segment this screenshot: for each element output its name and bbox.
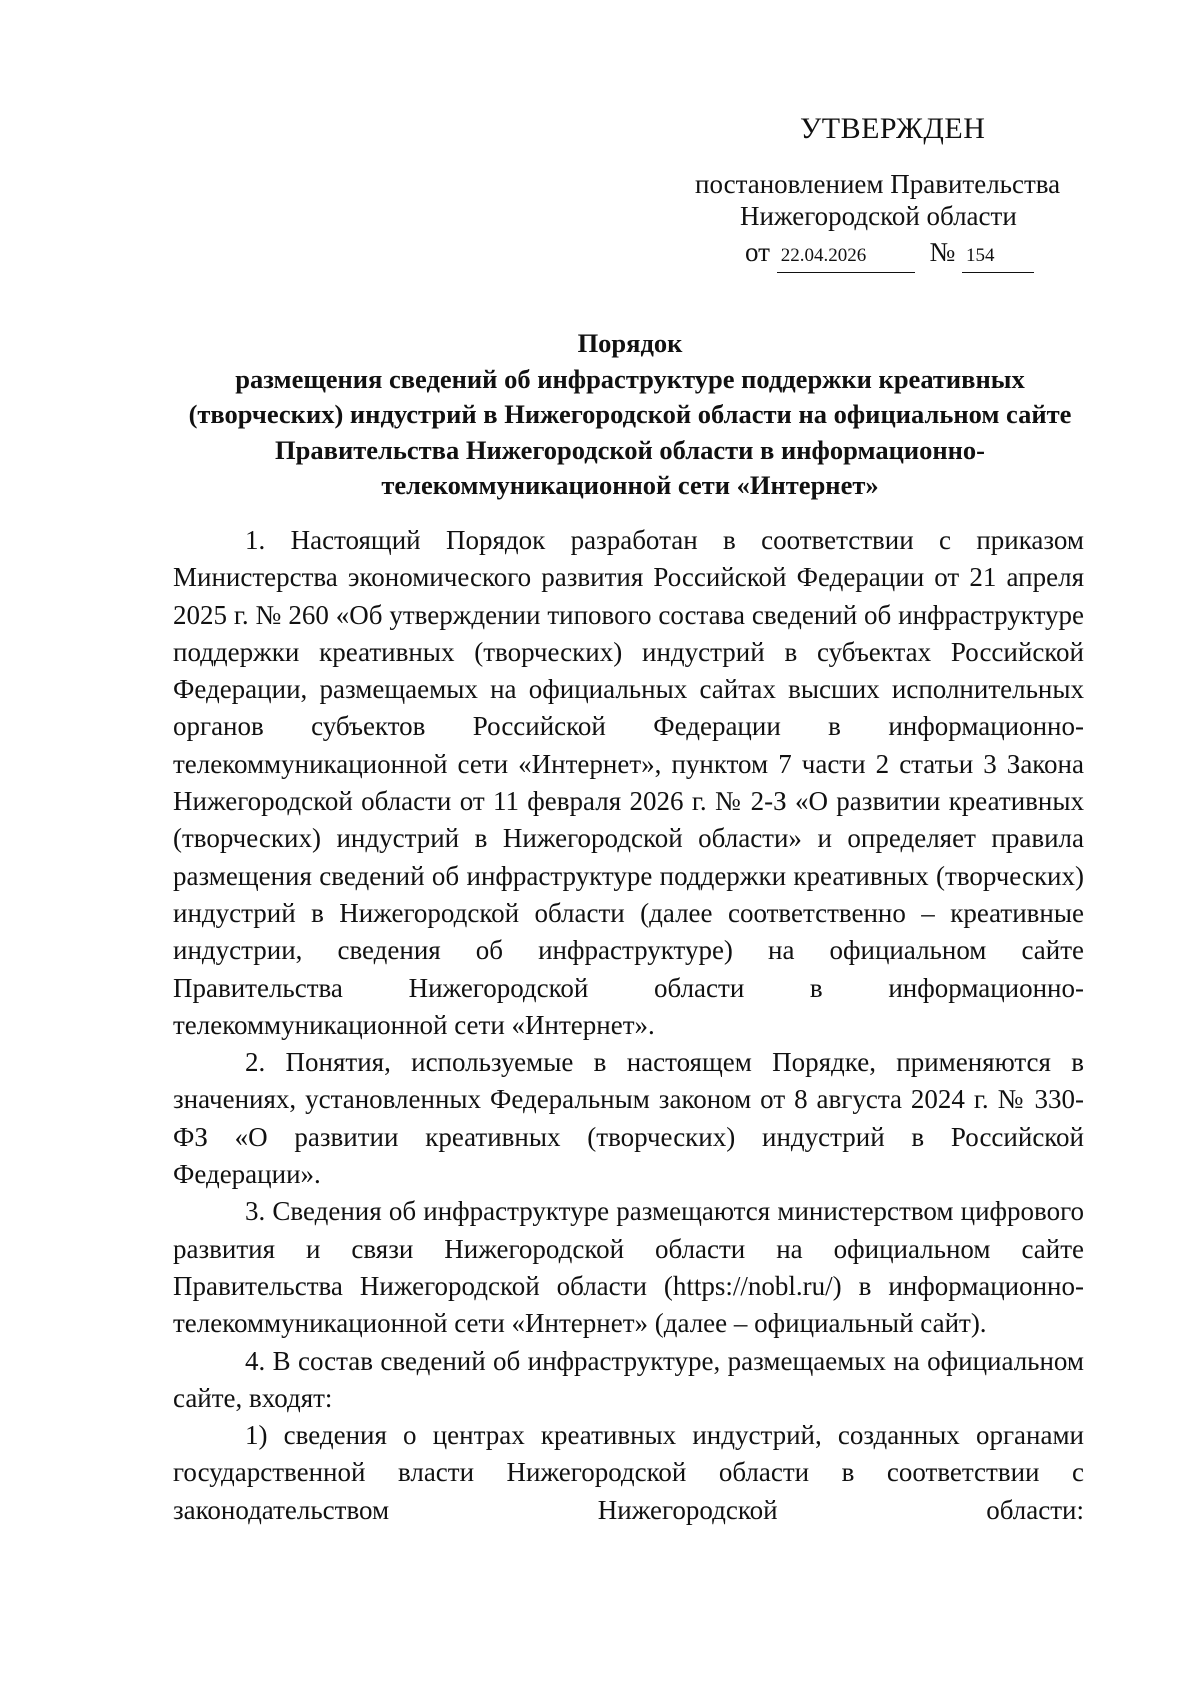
approval-line-region: Нижегородской области: [740, 201, 1017, 231]
approval-date-field: 22.04.2026: [777, 240, 915, 273]
document-body: [173, 522, 1084, 1529]
date-prefix: от: [745, 237, 770, 267]
approval-number-field: 154: [962, 240, 1034, 273]
paragraph-5: 1) сведения о центрах креативных индустрий, созданных органами государственной власти Нижегородской области в соответствии с законодательством Нижегородской области:: [173, 1420, 1084, 1525]
document-title: [170, 326, 1090, 504]
paragraph-2: 2. Понятия, используемые в настоящем Порядке, применяются в значениях, установленных Федеральным законом от 8 августа 2024 г. № 330-ФЗ «О развитии креативных (творческих) индустрий в Российской Федерации».: [173, 1047, 1084, 1190]
approval-line-resolution: постановлением Правительства: [695, 169, 1061, 199]
title-heading: Порядок: [577, 328, 683, 358]
number-prefix: №: [929, 237, 956, 267]
paragraph-1: 1. Настоящий Порядок разработан в соответствии с приказом Министерства экономического развития Российской Федерации от 21 апреля 2025 г. № 260 «Об утверждении типового состава сведений об инфраструктуре поддержки креативных (творческих) индустрий в субъектах Российской Федерации, размещаемых на официальных сайтах высших исполнительных органов субъектов Российской Федерации в информационно-телекоммуникационной сети «Интернет», пунктом 7 части 2 статьи 3 Закона Нижегородской области от 11 февраля 2026 г. № 2-З «О развитии креативных (творческих) индустрий в Нижегородской области» и определяет правила размещения сведений об инфраструктуре поддержки креативных (творческих) индустрий в Нижегородской области (далее соответственно – креативные индустрии, сведения об инфраструктуре) на официальном сайте Правительства Нижегородской области в информационно-телекоммуникационной сети «Интернет».: [173, 525, 1084, 1040]
approval-heading: УТВЕРЖДЕН: [800, 112, 986, 145]
title-subtitle: размещения сведений об инфраструктуре поддержки креативных (творческих) индустрий в Нижегородской области на официальном сайте Правительства Нижегородской области в информационно-телекоммуникационной сети «Интернет»: [188, 363, 1072, 500]
paragraph-3: 3. Сведения об инфраструктуре размещаются министерством цифрового развития и связи Нижегородской области на официальном сайте Правительства Нижегородской области (https://nobl.ru/) в информационно-телекоммуникационной сети «Интернет» (далее – официальный сайт).: [173, 1196, 1084, 1339]
approval-date-number-line: [745, 236, 1034, 273]
paragraph-4: 4. В состав сведений об инфраструктуре, размещаемых на официальном сайте, входят:: [173, 1345, 1084, 1413]
